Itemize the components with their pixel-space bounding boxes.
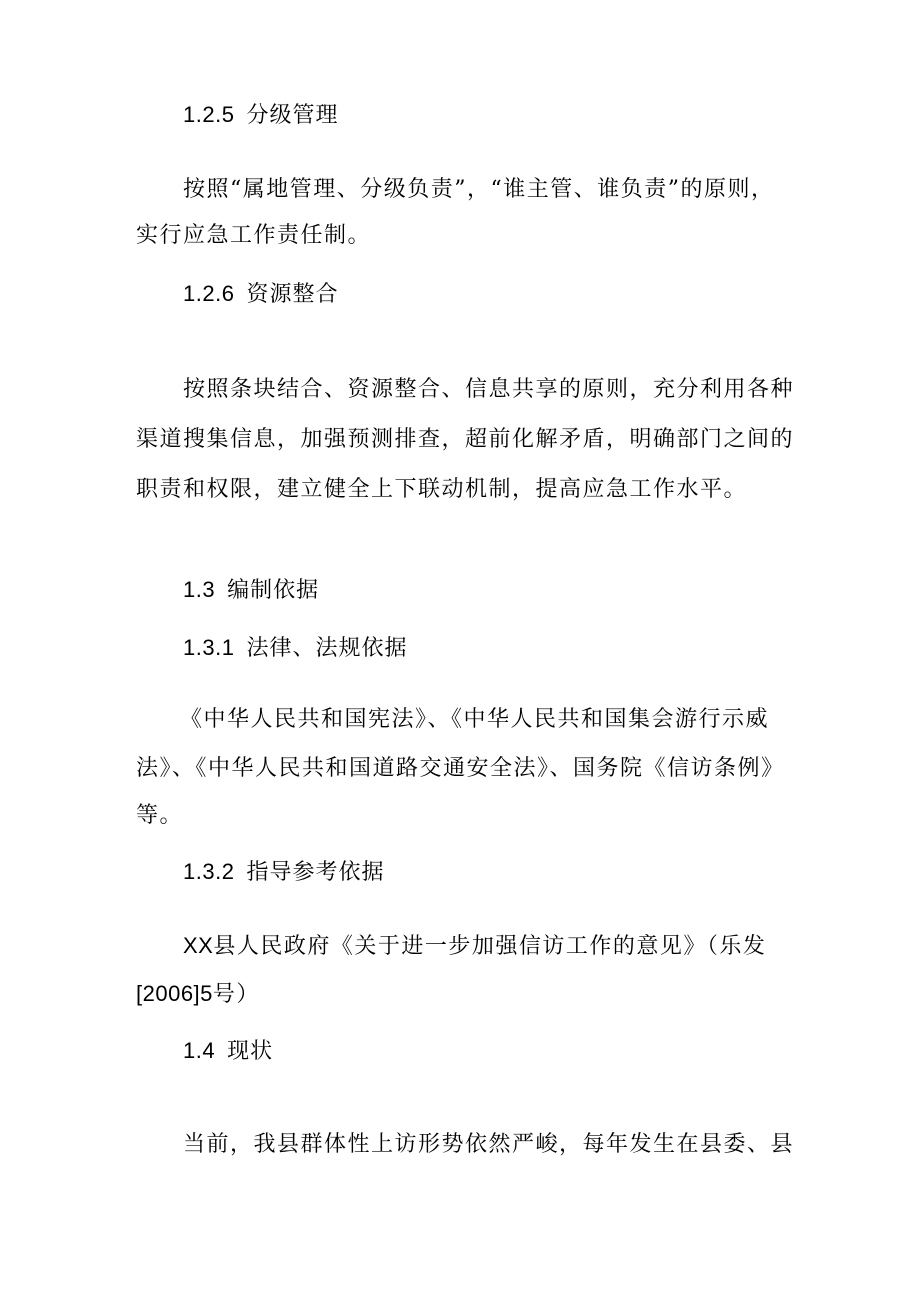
paragraph-line: 按照“属地管理、分级负责”，“谁主管、谁负责”的原则， [183,177,775,202]
paragraph-line: 职责和权限，建立健全上下联动机制，提高应急工作水平。 [136,477,748,502]
section-title: 现状 [227,1039,274,1064]
paragraph-line [136,978,260,1011]
paragraph-line: 渠道搜集信息，加强预测排查，超前化解矛盾，明确部门之间的 [136,427,795,452]
section-title: 指导参考依据 [246,860,385,885]
paragraph-line: 等。 [136,803,184,828]
paragraph-line: 法》、《中华人民共和国道路交通安全法》、国务院《信访条例》 [136,756,785,781]
latin-text: [2006]5 [136,981,213,1006]
paragraph-line: 按照条块结合、资源整合、信息共享的原则，充分利用各种 [183,377,795,402]
paragraph-line: 当前，我县群体性上访形势依然严峻，每年发生在县委、县 [183,1132,795,1157]
section-number: 1.4 [183,1038,216,1063]
section-title: 资源整合 [246,282,339,307]
section-title: 法律、法规依据 [246,636,408,661]
section-heading-1-2-6 [183,278,338,311]
paragraph-text: 县人民政府《关于进一步加强信访工作的意见》（乐发 [213,934,767,959]
latin-text: XX [183,933,214,958]
section-heading-1-4 [183,1035,273,1068]
paragraph-line [183,930,766,963]
section-heading-1-3-1 [183,632,407,665]
section-number: 1.3.1 [183,635,235,660]
section-number: 1.2.5 [183,102,235,127]
paragraph-text: 号） [212,982,260,1007]
section-heading-1-3 [183,574,319,607]
section-number: 1.3 [183,577,216,602]
section-heading-1-2-5 [183,99,338,132]
section-heading-1-3-2 [183,856,384,889]
paragraph-line: 《中华人民共和国宪法》、《中华人民共和国集会游行示威 [180,707,770,732]
paragraph-line: 实行应急工作责任制。 [136,223,372,248]
section-title: 分级管理 [246,103,339,128]
section-number: 1.2.6 [183,281,235,306]
section-number: 1.3.2 [183,859,235,884]
section-title: 编制依据 [227,578,320,603]
